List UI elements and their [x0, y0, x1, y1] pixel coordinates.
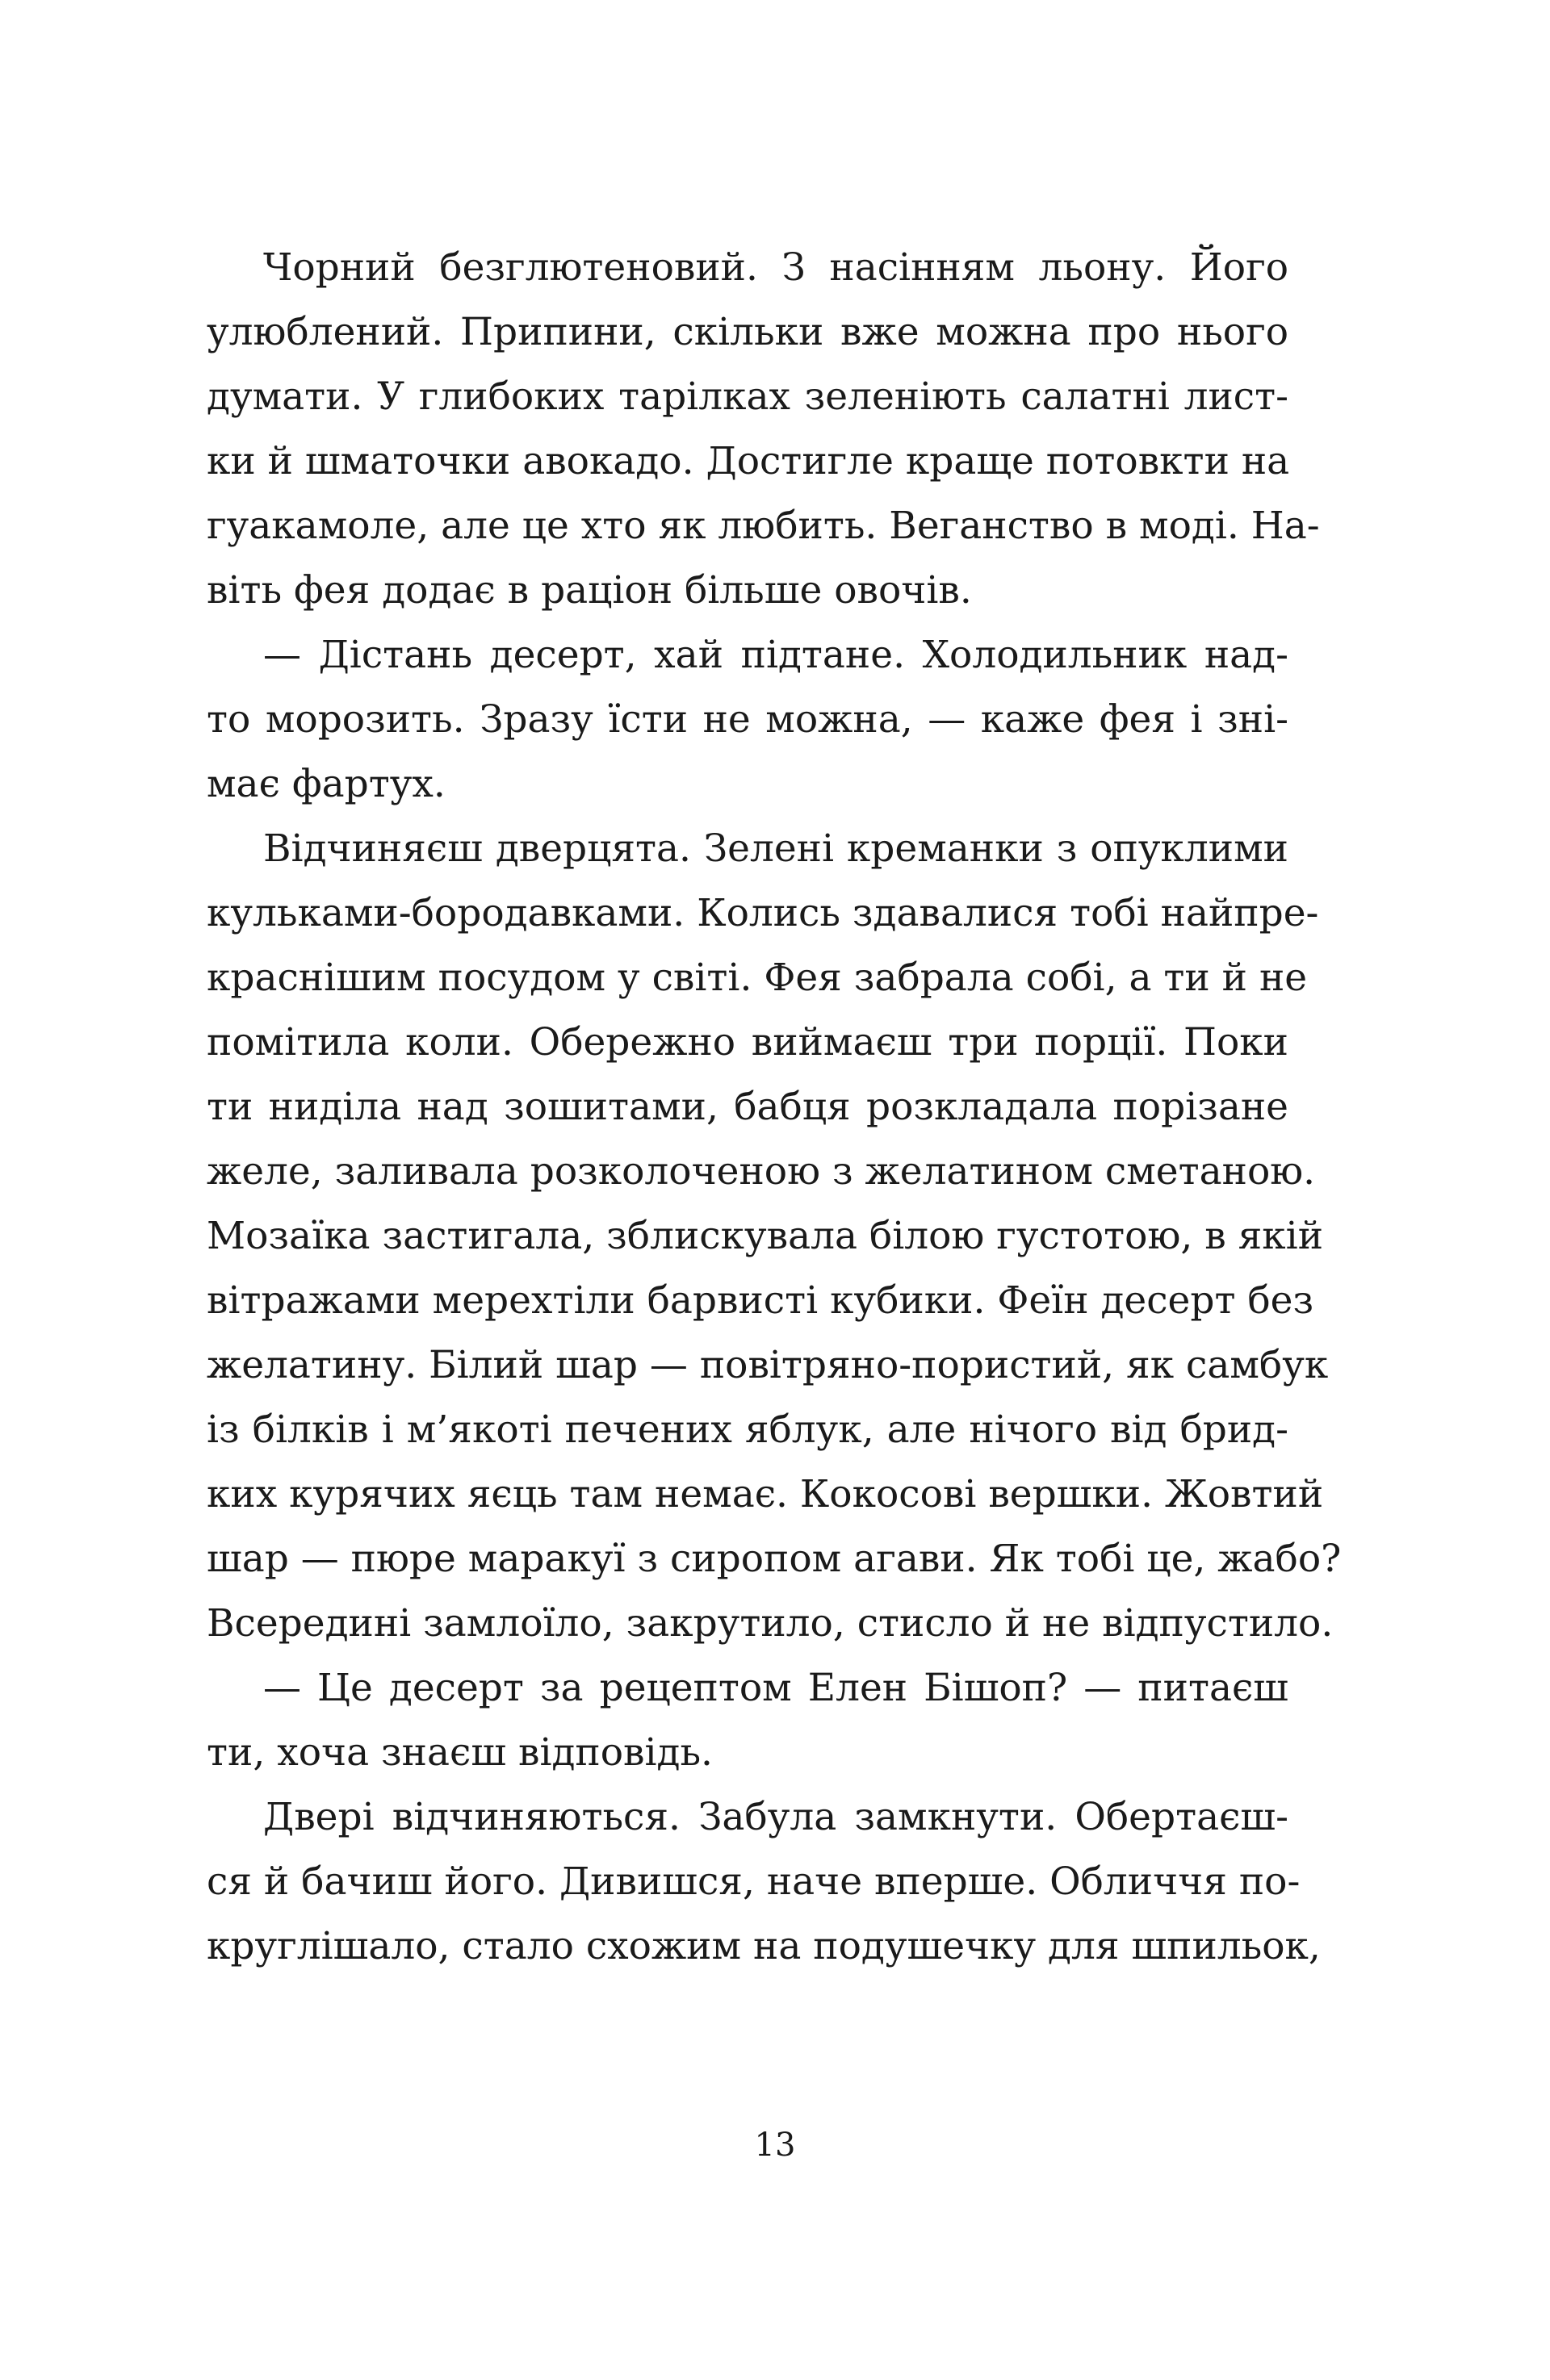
text-line: думати. У глибоких тарілках зеленіють салатні лист-: [207, 374, 1288, 419]
text-line: то морозить. Зразу їсти не можна, — каже фея і зні-: [207, 697, 1288, 742]
text-line: желе, заливала розколоченою з желатином сметаною.: [207, 1149, 1316, 1194]
text-line: ся й бачиш його. Дивишся, наче вперше. Обличчя по-: [207, 1859, 1301, 1904]
paragraph-5: [207, 1785, 1321, 1979]
text-line: ких курячих яєць там немає. Кокосові вершки. Жовтий: [207, 1472, 1324, 1516]
text-line: Двері відчиняються. Забула замкнути. Обертаєш-: [263, 1795, 1288, 1839]
text-line: ки й шматочки авокадо. Достигле краще потовкти на: [207, 439, 1290, 483]
text-line: круглішало, стало схожим на подушечку для шпильок,: [207, 1924, 1321, 1968]
text-line: краснішим посудом у світі. Фея забрала собі, а ти й не: [207, 956, 1308, 1000]
text-line: улюблений. Припини, скільки вже можна про нього: [207, 310, 1288, 354]
text-line: Відчиняєш дверцята. Зелені креманки з опуклими: [263, 826, 1288, 871]
paragraph-3: [207, 817, 1342, 1656]
page-number: 13: [754, 2127, 796, 2164]
text-line: помітила коли. Обережно виймаєш три порції. Поки: [207, 1020, 1288, 1065]
text-line: Чорний безглютеновий. З насінням льону. Його: [263, 245, 1288, 290]
text-line: має фартух.: [207, 762, 446, 806]
body-text: [207, 236, 1342, 1979]
paragraph-1: [207, 236, 1320, 623]
text-line: кульками-бородавками. Колись здавалися тобі найпре-: [207, 891, 1319, 935]
text-line: желатину. Білий шар — повітряно-пористий, як самбук: [207, 1343, 1329, 1387]
paragraph-4: [207, 1656, 1288, 1785]
paragraph-2: [207, 623, 1288, 817]
text-line: гуакамоле, але це хто як любить. Веганство в моді. На-: [207, 504, 1320, 548]
text-line: ти, хоча знаєш відповідь.: [207, 1730, 713, 1775]
text-line: — Це десерт за рецептом Елен Бішоп? — питаєш: [263, 1666, 1288, 1710]
text-line: шар — пюре маракуї з сиропом агави. Як тобі це, жабо?: [207, 1537, 1342, 1581]
text-line: ти ниділа над зошитами, бабця розкладала порізане: [207, 1085, 1288, 1129]
text-line: Всередині замлоїло, закрутило, стисло й не відпустило.: [207, 1601, 1334, 1646]
text-line: вітражами мерехтіли барвисті кубики. Феїн десерт без: [207, 1278, 1314, 1323]
text-line: віть фея додає в раціон більше овочів.: [207, 568, 972, 613]
text-line: — Дістань десерт, хай підтане. Холодильник над-: [263, 633, 1288, 677]
text-line: Мозаїка застигала, зблискувала білою густотою, в якій: [207, 1214, 1324, 1258]
text-line: із білків і м’якоті печених яблук, але нічого від брид-: [207, 1408, 1288, 1452]
